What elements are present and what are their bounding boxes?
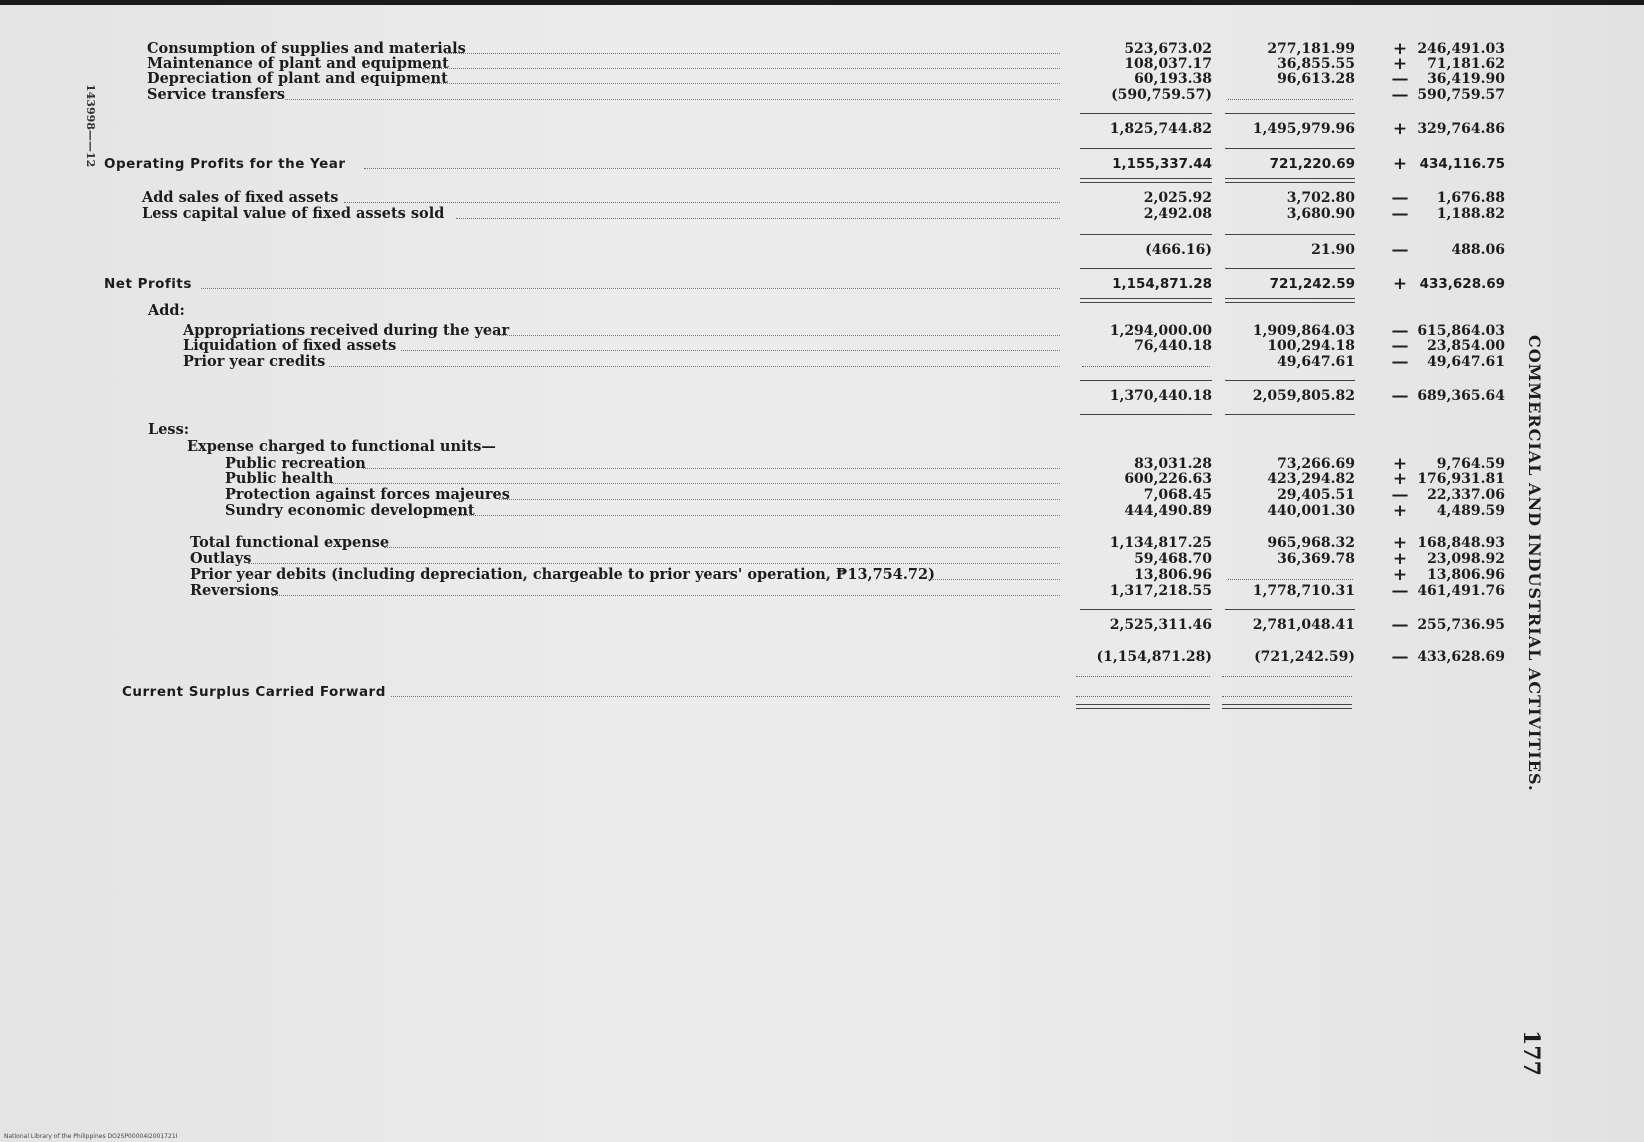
sum-rule <box>1080 113 1212 114</box>
final-rule <box>1222 676 1352 677</box>
row-label: Add: <box>148 302 185 319</box>
row-label: Outlays <box>190 550 252 567</box>
cell-change: 168,848.93 <box>1417 535 1505 551</box>
cell-change: 434,116.75 <box>1419 156 1505 172</box>
cell-c1: 1,134,817.25 <box>1109 535 1212 551</box>
cell-c1: 600,226.63 <box>1124 471 1212 487</box>
cell-change: 23,098.92 <box>1427 551 1505 567</box>
cell-c1: 13,806.96 <box>1134 567 1212 583</box>
cell-change: 1,188.82 <box>1436 206 1505 222</box>
cell-change: 1,676.88 <box>1436 190 1505 206</box>
row-label: Public health <box>225 470 334 487</box>
row-label: Appropriations received during the year <box>183 322 510 339</box>
leader-dots <box>329 366 1060 367</box>
sum-rule <box>1080 268 1212 269</box>
cell-c2: 2,781,048.41 <box>1252 617 1355 633</box>
row-label: Service transfers <box>147 86 286 103</box>
cell-c1: 108,037.17 <box>1124 56 1212 72</box>
cell-change: 9,764.59 <box>1436 456 1505 472</box>
change-sign: — <box>1391 615 1409 635</box>
cell-change: 23,854.00 <box>1427 338 1505 354</box>
double-rule <box>1080 178 1212 183</box>
change-sign: + <box>1392 54 1408 74</box>
cell-c2: 96,613.28 <box>1277 71 1355 87</box>
row-label: Maintenance of plant and equipment <box>147 55 449 72</box>
change-sign: — <box>1391 188 1409 208</box>
change-sign: + <box>1392 119 1408 139</box>
change-sign: + <box>1392 549 1408 569</box>
change-sign: — <box>1391 581 1409 601</box>
leader-dots <box>344 202 1060 203</box>
final-double-rule <box>1222 704 1352 709</box>
cell-c2: 277,181.99 <box>1267 41 1355 57</box>
cell-c1: 59,468.70 <box>1134 551 1212 567</box>
cell-change: 13,806.96 <box>1427 567 1505 583</box>
cell-c2: 721,242.59 <box>1269 276 1355 292</box>
row-label: Add sales of fixed assets <box>142 189 339 206</box>
double-rule <box>1225 298 1355 303</box>
change-sign: — <box>1391 240 1409 260</box>
change-sign: — <box>1391 647 1409 667</box>
change-sign: + <box>1392 533 1408 553</box>
cell-change: 488.06 <box>1451 242 1505 258</box>
row-label: Protection against forces majeures <box>225 486 510 503</box>
cell-change: 246,491.03 <box>1417 41 1505 57</box>
final-double-rule <box>1076 704 1210 709</box>
cell-c1: 2,525,311.46 <box>1109 617 1212 633</box>
empty-cell <box>1228 99 1353 100</box>
cell-c1: 1,154,871.28 <box>1112 276 1212 292</box>
cell-c1: 60,193.38 <box>1134 71 1212 87</box>
leader-dots <box>445 53 1060 54</box>
cell-c2: 3,680.90 <box>1286 206 1355 222</box>
row-label: Expense charged to functional units— <box>187 438 496 455</box>
cell-c2: 73,266.69 <box>1277 456 1355 472</box>
change-sign: — <box>1391 352 1409 372</box>
side-title: COMMERCIAL AND INDUSTRIAL ACTIVITIES. <box>1525 335 1544 792</box>
leader-dots <box>272 595 1060 596</box>
change-sign: + <box>1392 274 1408 294</box>
row-label: Net Profits <box>104 276 192 292</box>
change-sign: + <box>1392 154 1408 174</box>
cell-c2: 440,001.30 <box>1267 503 1355 519</box>
sum-rule <box>1080 609 1212 610</box>
change-sign: + <box>1392 39 1408 59</box>
change-sign: — <box>1391 386 1409 406</box>
cell-c2: 1,909,864.03 <box>1252 323 1355 339</box>
cell-c2: 36,855.55 <box>1277 56 1355 72</box>
page-number: 177 <box>1518 1030 1544 1076</box>
change-sign: + <box>1392 454 1408 474</box>
change-sign: + <box>1392 469 1408 489</box>
row-label: Depreciation of plant and equipment <box>147 70 448 87</box>
sum-rule <box>1080 234 1212 235</box>
cell-c1: 1,825,744.82 <box>1109 121 1212 137</box>
cell-change: 36,419.90 <box>1427 71 1505 87</box>
sum-rule <box>1225 234 1355 235</box>
sum-rule <box>1080 380 1212 381</box>
cell-change: 461,491.76 <box>1417 583 1505 599</box>
cell-c1: 83,031.28 <box>1134 456 1212 472</box>
cell-c1: 1,294,000.00 <box>1109 323 1212 339</box>
cell-c1: 1,317,218.55 <box>1109 583 1212 599</box>
cell-change: 590,759.57 <box>1417 87 1505 103</box>
cell-change: 255,736.95 <box>1417 617 1505 633</box>
change-sign: + <box>1392 501 1408 521</box>
final-rule <box>1076 696 1210 697</box>
cell-c2: 3,702.80 <box>1286 190 1355 206</box>
final-rule <box>1222 696 1352 697</box>
change-sign: — <box>1391 485 1409 505</box>
cell-c2: 721,220.69 <box>1269 156 1355 172</box>
cell-c2: 21.90 <box>1311 242 1355 258</box>
cell-change: 4,489.59 <box>1436 503 1505 519</box>
cell-change: 329,764.86 <box>1417 121 1505 137</box>
cell-c2: 965,968.32 <box>1267 535 1355 551</box>
double-rule <box>1225 178 1355 183</box>
row-label: Sundry economic development <box>225 502 475 519</box>
cell-change: 22,337.06 <box>1427 487 1505 503</box>
leader-dots <box>364 168 1060 169</box>
cell-c2: 1,778,710.31 <box>1252 583 1355 599</box>
cell-c1: 76,440.18 <box>1134 338 1212 354</box>
cell-c1: 523,673.02 <box>1124 41 1212 57</box>
margin-code: 143998——12 <box>84 84 97 168</box>
cell-c2: 49,647.61 <box>1277 354 1355 370</box>
leader-dots <box>429 83 1060 84</box>
double-rule <box>1080 298 1212 303</box>
change-sign: — <box>1391 204 1409 224</box>
cell-c1: 444,490.89 <box>1124 503 1212 519</box>
row-label: Liquidation of fixed assets <box>183 337 397 354</box>
row-label: Prior year debits (including depreciation, chargeable to prior years' operation, ₱13,754.72) <box>190 566 935 583</box>
cell-c1: (590,759.57) <box>1111 87 1212 103</box>
empty-cell <box>1082 366 1210 367</box>
sum-rule <box>1225 609 1355 610</box>
sum-rule <box>1225 268 1355 269</box>
cell-c1: 1,370,440.18 <box>1109 388 1212 404</box>
leader-dots <box>331 483 1060 484</box>
row-label: Operating Profits for the Year <box>104 156 346 172</box>
footer-credit: National Library of the Philippines DO2SP00004I2001721I <box>4 1133 178 1140</box>
change-sign: — <box>1391 69 1409 89</box>
cell-change: 689,365.64 <box>1417 388 1505 404</box>
empty-cell <box>1228 579 1353 580</box>
row-label: Less capital value of fixed assets sold <box>142 205 445 222</box>
cell-c2: 36,369.78 <box>1277 551 1355 567</box>
row-label: Prior year credits <box>183 353 326 370</box>
leader-dots <box>497 335 1060 336</box>
sum-rule <box>1225 380 1355 381</box>
leader-dots <box>421 68 1060 69</box>
row-label: Consumption of supplies and materials <box>147 40 466 57</box>
change-sign: — <box>1391 85 1409 105</box>
change-sign: + <box>1392 565 1408 585</box>
cell-change: 176,931.81 <box>1417 471 1505 487</box>
cell-change: 615,864.03 <box>1417 323 1505 339</box>
sum-rule <box>1080 148 1212 149</box>
cell-c2: 423,294.82 <box>1267 471 1355 487</box>
leader-dots <box>443 515 1060 516</box>
cell-c2: 1,495,979.96 <box>1252 121 1355 137</box>
cell-c2: 2,059,805.82 <box>1252 388 1355 404</box>
cell-c2: 100,294.18 <box>1267 338 1355 354</box>
cell-change: 71,181.62 <box>1427 56 1505 72</box>
cell-c1: 1,155,337.44 <box>1112 156 1212 172</box>
leader-dots <box>499 499 1060 500</box>
leader-dots <box>248 563 1060 564</box>
cell-c2: (721,242.59) <box>1254 649 1355 665</box>
cell-c1: (466.16) <box>1145 242 1212 258</box>
sum-rule <box>1225 148 1355 149</box>
row-label: Reversions <box>190 582 279 599</box>
leader-dots <box>285 99 1060 100</box>
leader-dots <box>391 696 1060 697</box>
scan-edge <box>0 0 1644 5</box>
leader-dots <box>384 547 1060 548</box>
final-rule <box>1076 676 1210 677</box>
sum-rule <box>1225 414 1355 415</box>
cell-change: 49,647.61 <box>1427 354 1505 370</box>
row-label: Total functional expense <box>190 534 390 551</box>
cell-c1: 2,025.92 <box>1143 190 1212 206</box>
row-label: Less: <box>148 421 190 438</box>
change-sign: — <box>1391 336 1409 356</box>
leader-dots <box>401 350 1060 351</box>
cell-c1: (1,154,871.28) <box>1096 649 1212 665</box>
cell-c1: 2,492.08 <box>1143 206 1212 222</box>
sum-rule <box>1225 113 1355 114</box>
leader-dots <box>201 288 1060 289</box>
cell-c2: 29,405.51 <box>1277 487 1355 503</box>
leader-dots <box>456 218 1060 219</box>
cell-change: 433,628.69 <box>1417 649 1505 665</box>
leader-dots <box>928 579 1060 580</box>
row-label: Public recreation <box>225 455 366 472</box>
row-label: Current Surplus Carried Forward <box>122 684 386 700</box>
change-sign: — <box>1391 321 1409 341</box>
leader-dots <box>363 468 1060 469</box>
sum-rule <box>1080 414 1212 415</box>
cell-c1: 7,068.45 <box>1143 487 1212 503</box>
cell-change: 433,628.69 <box>1419 276 1505 292</box>
